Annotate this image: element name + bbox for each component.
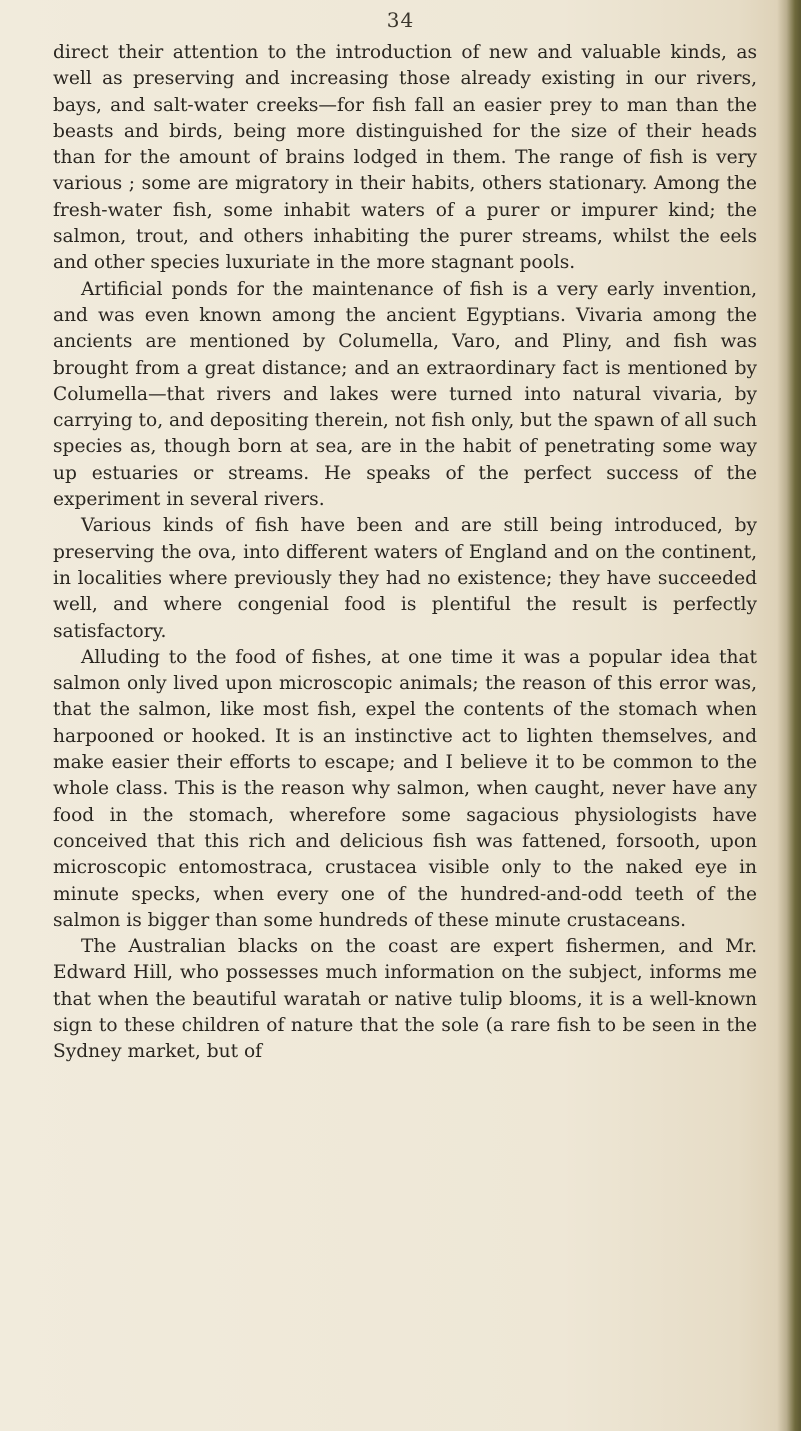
paragraph-5: The Australian blacks on the coast are expert fishermen, and Mr. Edward Hill, who possesses much information on the subject, informs me that when the beautiful waratah or native tulip blooms, it is a well-known sign to these children of nature that the sole (a rare fish to be seen in the Sydney market, but of	[53, 936, 757, 1063]
paragraph-2: Artificial ponds for the maintenance of fish is a very early invention, and was even known among the ancient Egyptians. Vivaria among the ancients are mentioned by Columella, Varo, and Pliny, and fish was brought from a great distance; and an extraordinary fact is mentioned by Columella—that rivers and lakes were turned into natural vivaria, by carrying to, and depositing therein, not fish only, but the spawn of all such species as, though born at sea, are in the habit of penetrating some way up estuaries or streams. He speaks of the perfect success of the experiment in several rivers.	[53, 278, 757, 511]
body-text	[53, 40, 757, 1066]
paragraph-4: Alluding to the food of fishes, at one time it was a popular idea that salmon only lived upon microscopic animals; the reason of this error was, that the salmon, like most fish, expel the contents of the stomach when harpooned or hooked. It is an instinctive act to lighten themselves, and make easier their efforts to escape; and I believe it to be common to the whole class. This is the reason why salmon, when caught, never have any food in the stomach, wherefore some sagacious physiologists have conceived that this rich and delicious fish was fattened, forsooth, upon microscopic entomostraca, crustacea visible only to the naked eye in minute specks, when every one of the hundred-and-odd teeth of the salmon is bigger than some hundreds of these minute crustaceans.	[53, 646, 757, 931]
paragraph-1: direct their attention to the introduction of new and valuable kinds, as well as preserving and increasing those already existing in our rivers, bays, and salt-water creeks—for fish fall an easier prey to man than the beasts and birds, being more distinguished for the size of their heads than for the amount of brains lodged in them. The range of fish is very various ; some are migratory in their habits, others stationary. Among the fresh-water fish, some inhabit waters of a purer or impurer kind; the salmon, trout, and others inhabiting the purer streams, whilst the eels and other species luxuriate in the more stagnant pools.	[53, 42, 757, 274]
page-edge-shadow	[777, 0, 801, 1431]
page-number: 34	[386, 8, 415, 32]
paragraph-3: Various kinds of fish have been and are still being introduced, by preserving the ova, into different waters of England and on the continent, in localities where previously they had no existence; they have succeeded well, and where congenial food is plentiful the result is perfectly satisfactory.	[53, 515, 757, 642]
